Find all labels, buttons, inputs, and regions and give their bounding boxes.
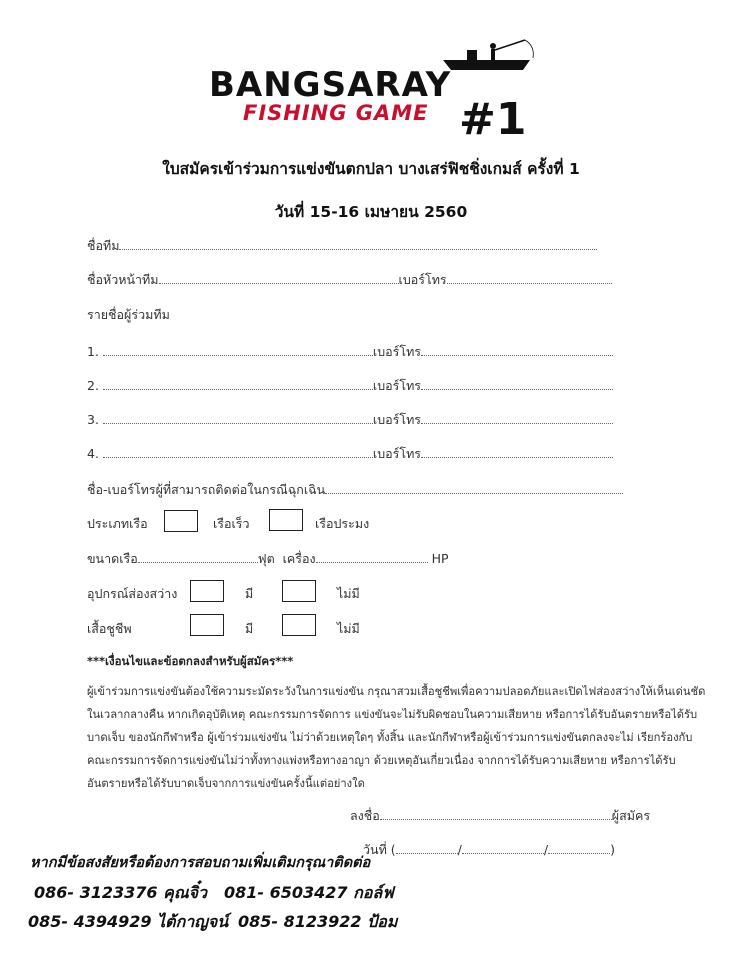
contact-name: ไต้กาญจน์ xyxy=(157,912,229,931)
lighting-yes-label: มี xyxy=(245,586,254,601)
boat-angler-icon xyxy=(443,40,533,70)
engine-label: เครื่อง xyxy=(282,551,316,566)
contact-phone[interactable]: 081- 6503427 xyxy=(224,883,348,902)
member-phone-label: เบอร์โทร xyxy=(372,412,422,427)
boat-fishing-label: เรือประมง xyxy=(315,516,370,531)
member-number: 2. xyxy=(87,378,99,393)
lighting-no-label: ไม่มี xyxy=(337,586,360,601)
applicant-label: ผู้สมัคร xyxy=(611,808,651,823)
lifejacket-no-checkbox[interactable] xyxy=(282,614,316,636)
sign-month-field[interactable] xyxy=(462,841,544,854)
contact-phone[interactable]: 085- 4394929 xyxy=(28,912,152,931)
date-separator: / xyxy=(543,842,549,857)
signature-row xyxy=(350,806,650,826)
terms-line: ในเวลากลางคืน หากเกิดอุบัติเหตุ คณะกรรมการจัดการ แข่งขันจะไม่รับผิดชอบในความเสียหาย หรือการได้รับอันตรายหรือได้รับ xyxy=(87,708,698,721)
lighting-no-checkbox[interactable] xyxy=(282,580,316,602)
member-row xyxy=(87,376,613,396)
engine-field[interactable] xyxy=(316,550,428,563)
emergency-row xyxy=(87,480,623,500)
member-phone-label: เบอร์โทร xyxy=(372,344,422,359)
member-name-field[interactable] xyxy=(103,445,373,458)
leader-label: ชื่อหัวหน้าทีม xyxy=(87,272,159,287)
member-phone-label: เบอร์โทร xyxy=(372,378,422,393)
lifejacket-yes-checkbox[interactable] xyxy=(190,614,224,636)
event-date: วันที่ 15-16 เมษายน 2560 xyxy=(274,203,468,221)
contact-entry xyxy=(34,881,207,906)
sign-date-row xyxy=(363,840,615,860)
member-name-field[interactable] xyxy=(103,377,373,390)
members-label: รายชื่อผู้ร่วมทีม xyxy=(87,307,170,322)
member-phone-field[interactable] xyxy=(421,377,613,390)
member-phone-label: เบอร์โทร xyxy=(372,446,422,461)
contact-phone[interactable]: 085- 8123922 xyxy=(238,912,362,931)
lighting-label: อุปกรณ์ส่องสว่าง xyxy=(87,586,178,601)
sign-date-label: วันที่ ( xyxy=(363,842,396,857)
lighting-yes-checkbox[interactable] xyxy=(190,580,224,602)
terms-line: คณะกรรมการจัดการแข่งขันไม่ว่าทั้งทางแพ่งหรือทางอาญา ด้วยเหตุอันเกี่ยวเนื่อง จากการได้รับความเสียหาย หรือการได้รับ xyxy=(87,754,676,767)
logo-sub-text: FISHING GAME xyxy=(243,101,429,125)
contact-heading: หากมีข้อสงสัยหรือต้องการสอบถามเพิ่มเติมกรุณาติดต่อ xyxy=(30,855,371,871)
contact-entry xyxy=(224,881,394,906)
boat-size-label: ขนาดเรือ xyxy=(87,551,138,566)
boat-type-label: ประเภทเรือ xyxy=(87,516,148,531)
lifejacket-label: เสื้อชูชีพ xyxy=(87,621,132,636)
member-row xyxy=(87,444,613,464)
contact-entry xyxy=(238,910,397,935)
boat-fishing-checkbox[interactable] xyxy=(269,509,303,531)
member-name-field[interactable] xyxy=(103,343,373,356)
boat-fast-checkbox[interactable] xyxy=(164,510,198,532)
hp-unit: HP xyxy=(431,551,449,566)
leader-row xyxy=(87,270,612,290)
date-separator: / xyxy=(457,842,462,857)
lifejacket-no-label: ไม่มี xyxy=(337,621,360,636)
contact-name: กอล์ฟ xyxy=(353,883,394,902)
contact-name: ป้อม xyxy=(367,912,398,931)
leader-phone-field[interactable] xyxy=(447,271,612,284)
date-close: ) xyxy=(610,842,615,857)
terms-line: บาดเจ็บ ของนักกีฬาหรือ ผู้เข้าร่วมแข่งขัน ไม่ว่าด้วยเหตุใดๆ ทั้งสิ้น และนักกีฬาหรือผู้เข้าร่วมการแข่งขันตกลงจะไม่ เรียกร้องกับ xyxy=(87,731,693,744)
terms-heading: ***เงื่อนไขและข้อตกลงสำหรับผู้สมัคร*** xyxy=(87,654,294,668)
leader-phone-label: เบอร์โทร xyxy=(398,272,447,287)
contact-entry xyxy=(28,910,228,935)
logo-main-text: BANGSARAY xyxy=(209,65,452,105)
member-name-field[interactable] xyxy=(103,411,373,424)
sign-day-field[interactable] xyxy=(396,841,458,854)
sign-label: ลงชื่อ xyxy=(350,808,380,823)
member-phone-field[interactable] xyxy=(421,445,613,458)
member-row xyxy=(87,410,613,430)
feet-unit: ฟุต xyxy=(257,551,275,566)
member-row xyxy=(87,342,613,362)
member-number: 3. xyxy=(87,412,99,427)
terms-line: อันตรายหรือได้รับบาดเจ็บจากการแข่งขันครั้งนี้แต่อย่างใด xyxy=(87,777,365,790)
contact-name: คุณจิ๋ว xyxy=(163,883,208,902)
boat-size-field[interactable] xyxy=(138,550,258,563)
team-name-label: ชื่อทีม xyxy=(87,238,120,253)
boat-size-row xyxy=(87,549,449,569)
form-title: ใบสมัครเข้าร่วมการแข่งขันตกปลา บางเสร่ฟิชชิ่งเกมส์ ครั้งที่ 1 xyxy=(162,160,580,178)
bangsaray-logo xyxy=(205,38,540,138)
emergency-label: ชื่อ-เบอร์โทรผู้ที่สามารถติดต่อในกรณีฉุกเฉิน xyxy=(87,482,326,497)
member-phone-field[interactable] xyxy=(421,411,613,424)
sign-year-field[interactable] xyxy=(548,841,610,854)
signature-field[interactable] xyxy=(380,807,612,820)
team-name-row xyxy=(87,236,597,256)
member-phone-field[interactable] xyxy=(421,343,613,356)
member-number: 4. xyxy=(87,446,99,461)
logo-number-text: #1 xyxy=(459,94,527,138)
terms-line: ผู้เข้าร่วมการแข่งขันต้องใช้ความระมัดระวังในการแข่งขัน กรุณาสวมเสื้อชูชีพเพื่อความปลอดภัยและเปิดไฟส่องสว่างให้เห็นเด่นชัด xyxy=(87,685,706,698)
leader-name-field[interactable] xyxy=(159,271,399,284)
emergency-field[interactable] xyxy=(325,481,623,494)
boat-fast-label: เรือเร็ว xyxy=(213,516,250,531)
contact-phone[interactable]: 086- 3123376 xyxy=(34,883,158,902)
team-name-field[interactable] xyxy=(119,237,597,250)
member-number: 1. xyxy=(87,344,99,359)
lifejacket-yes-label: มี xyxy=(245,621,254,636)
terms-body xyxy=(87,680,706,795)
